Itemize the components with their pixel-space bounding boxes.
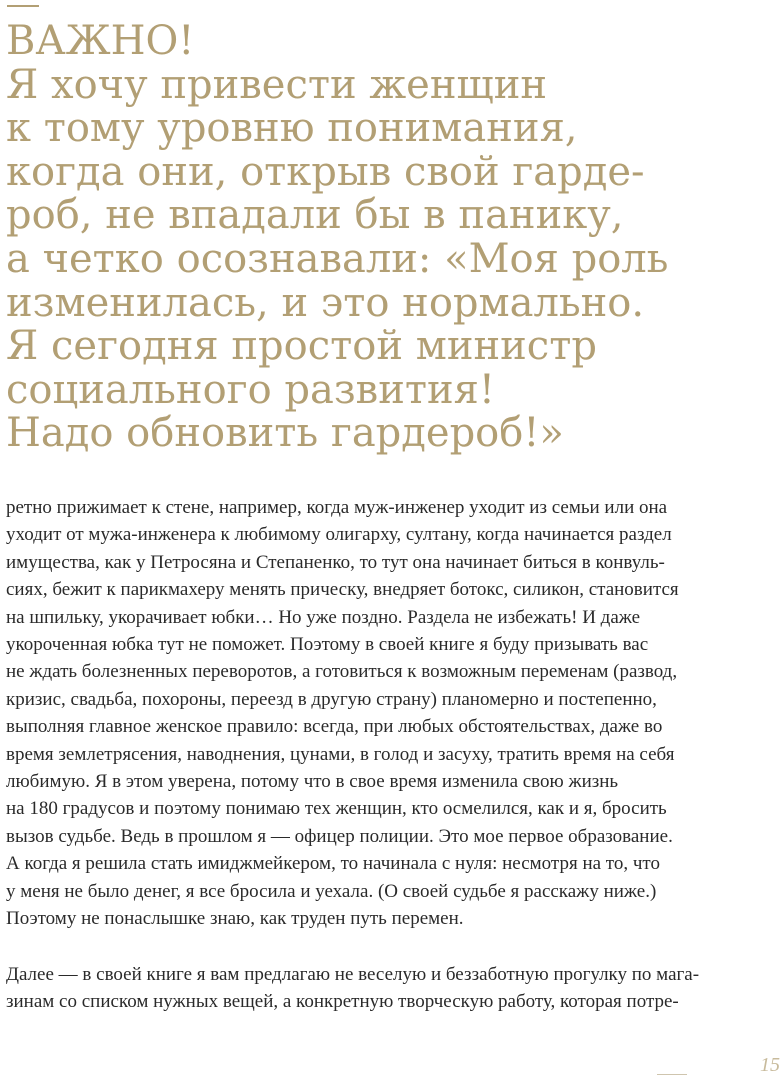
top-decorative-rule — [7, 5, 39, 7]
page-number: 15 — [760, 1054, 780, 1076]
body-line: ретно прижимает к стене, например, когда муж-инженер уходит из семьи или она — [6, 497, 668, 518]
body-line: не ждать болезненных переворотов, а готовиться к возможным переменам (развод, — [6, 661, 678, 683]
pull-quote — [6, 20, 776, 456]
body-line: Поэтому не понаслышке знаю, как труден путь перемен. — [6, 908, 464, 930]
body-line: время землетрясения, наводнения, цунами, в голод и засуху, тратить время на себя — [6, 743, 675, 765]
body-paragraph-2 — [6, 961, 778, 1016]
body-paragraph-1 — [6, 494, 778, 933]
body-line: кризис, свадьба, похороны, переезд в другую страну) планомерно и постепенно, — [6, 688, 657, 710]
body-line: выполняя главное женское правило: всегда, при любых обстоятельствах, даже во — [6, 716, 663, 738]
pull-quote-line: а четко осознавали: «Моя роль — [6, 235, 669, 282]
body-line: сиях, бежит к парикмахеру менять прическу, внедряет ботокс, силикон, становится — [6, 579, 679, 601]
pull-quote-line: социального развития! — [6, 366, 495, 413]
body-line: зинам со списком нужных вещей, а конкретную творческую работу, которая потре- — [6, 990, 679, 1012]
body-text — [6, 494, 778, 1034]
pull-quote-line: Я сегодня простой министр — [6, 323, 597, 370]
body-line: уходит от мужа-инженера к любимому олигарху, султану, когда начинается раздел — [6, 524, 672, 546]
footer-decorative-rule — [657, 1074, 687, 1075]
pull-quote-line: когда они, открыв свой гарде- — [6, 148, 645, 195]
pull-quote-line: к тому уровню понимания, — [6, 105, 578, 152]
body-line: вызов судьбе. Ведь в прошлом я — офицер полиции. Это мое первое образование. — [6, 825, 673, 847]
pull-quote-line: Надо обновить гардероб!» — [6, 410, 564, 457]
pull-quote-line: Я хочу привести женщин — [6, 61, 548, 108]
body-line: на 180 градусов и поэтому понимаю тех женщин, кто осмелился, как и я, бросить — [6, 798, 667, 820]
body-line: у меня не было денег, я все бросила и уехала. (О своей судьбе я расскажу ниже.) — [6, 880, 657, 902]
pull-quote-heading: ВАЖНО! — [6, 18, 195, 64]
body-line: на шпильку, укорачивает юбки… Но уже поздно. Раздела не избежать! И даже — [6, 606, 641, 628]
body-line: укороченная юбка тут не поможет. Поэтому в своей книге я буду призывать вас — [6, 634, 649, 656]
body-line: имущества, как у Петросяна и Степаненко, то тут она начинает биться в конвуль- — [6, 551, 665, 573]
body-line: Далее — в своей книге я вам предлагаю не веселую и беззаботную прогулку по мага- — [6, 963, 700, 985]
pull-quote-line: изменилась, и это нормально. — [6, 279, 645, 326]
body-line: любимую. Я в этом уверена, потому что в свое время изменила свою жизнь — [6, 771, 619, 793]
body-line: А когда я решила стать имиджмейкером, то начинала с нуля: несмотря на то, что — [6, 853, 660, 875]
pull-quote-line: роб, не впадали бы в панику, — [6, 192, 624, 239]
